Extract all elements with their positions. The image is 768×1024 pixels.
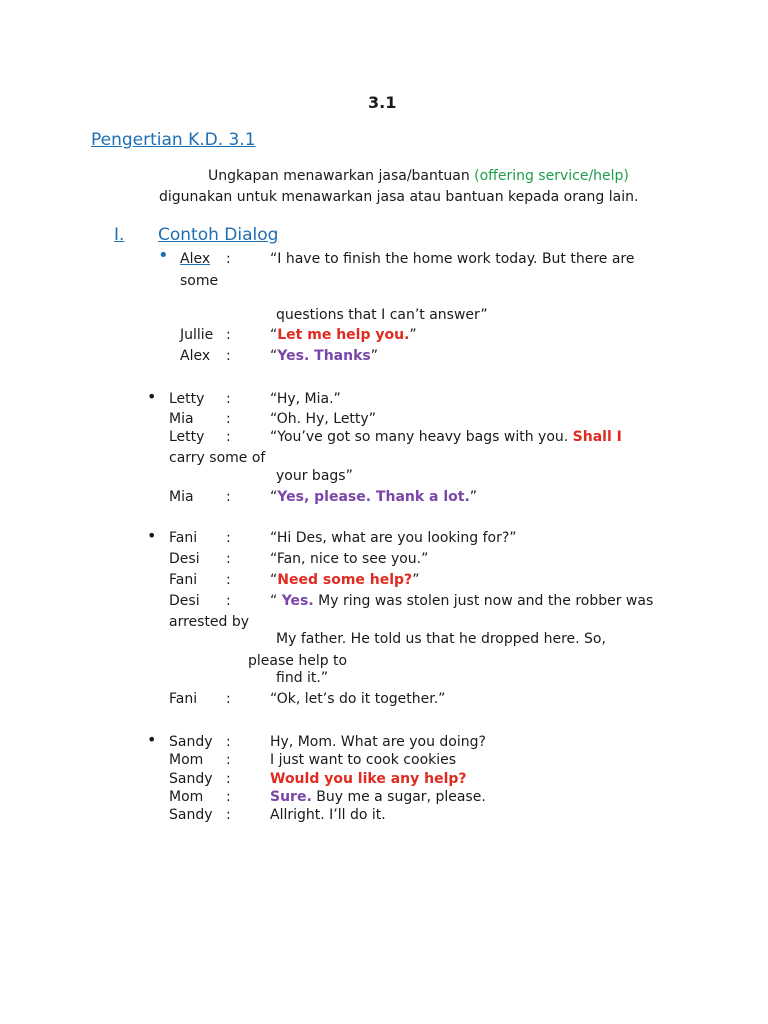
- offer-expression: Shall I: [572, 429, 622, 445]
- speaker-name: Sandy: [169, 771, 213, 787]
- dialog-text: “Oh. Hy, Letty”: [270, 411, 376, 427]
- quote-open: “: [270, 572, 278, 588]
- speaker-name: Jullie: [180, 327, 214, 343]
- dialog-text: I just want to cook cookies: [270, 752, 457, 768]
- dialog-line: [270, 488, 477, 506]
- colon: :: [226, 327, 231, 343]
- intro-line-1: [208, 167, 629, 185]
- colon: :: [226, 530, 231, 546]
- speaker-name: Fani: [169, 530, 198, 546]
- quote-open: “: [270, 348, 278, 364]
- dialog-text: “You’ve got so many heavy bags with you.: [270, 429, 573, 445]
- offer-expression: Let me help you.: [277, 327, 410, 343]
- dialog-line: [270, 428, 622, 446]
- colon: :: [226, 251, 231, 267]
- dialog-text-cont: My father. He told us that he dropped here. So,: [276, 631, 606, 647]
- dialog-line: [270, 592, 653, 610]
- colon: :: [226, 789, 231, 805]
- speaker-name: Fani: [169, 691, 198, 707]
- bullet-icon: •: [158, 245, 169, 266]
- dialog-text: My ring was stolen just now and the robber was: [313, 593, 654, 609]
- colon: :: [226, 734, 231, 750]
- response-expression: Yes, please. Thank a lot.: [277, 489, 470, 505]
- colon: :: [226, 752, 231, 768]
- dialog-text: “Hy, Mia.”: [270, 391, 341, 407]
- quote-close: ”: [370, 348, 378, 364]
- dialog-text: “I have to finish the home work today. But there are: [270, 251, 635, 267]
- dialog-text: “Fan, nice to see you.”: [270, 551, 429, 567]
- speaker-name: Alex: [180, 251, 211, 267]
- dialog-line: [270, 326, 417, 344]
- response-expression: Yes.: [281, 593, 314, 609]
- intro-line-2: digunakan untuk menawarkan jasa atau bantuan kepada orang lain.: [159, 189, 639, 205]
- dialog-text: “Ok, let’s do it together.”: [270, 691, 446, 707]
- colon: :: [226, 593, 231, 609]
- quote-open: “: [270, 593, 282, 609]
- subheading-number: I.: [114, 225, 125, 245]
- intro-highlight: (offering service/help): [474, 168, 629, 184]
- colon: :: [226, 572, 231, 588]
- colon: :: [226, 551, 231, 567]
- dialog-text-cont: questions that I can’t answer”: [276, 307, 488, 323]
- colon: :: [226, 411, 231, 427]
- quote-open: “: [270, 327, 278, 343]
- offer-expression: Would you like any help?: [270, 771, 467, 787]
- intro-text: Ungkapan menawarkan jasa/bantuan: [208, 168, 475, 184]
- section-heading: Pengertian K.D. 3.1: [91, 130, 256, 150]
- dialog-text-wrap: arrested by: [169, 614, 250, 630]
- colon: :: [226, 489, 231, 505]
- speaker-name: Sandy: [169, 807, 213, 823]
- speaker-name: Letty: [169, 429, 205, 445]
- colon: :: [226, 391, 231, 407]
- quote-open: “: [270, 489, 278, 505]
- dialog-text-wrap: some: [180, 273, 219, 289]
- speaker-name: Letty: [169, 391, 205, 407]
- dialog-line: [270, 788, 486, 806]
- page-title: 3.1: [368, 93, 397, 112]
- dialog-text: Hy, Mom. What are you doing?: [270, 734, 486, 750]
- speaker-name: Mom: [169, 789, 204, 805]
- quote-close: ”: [412, 572, 420, 588]
- response-expression: Sure.: [270, 789, 312, 805]
- speaker-name: Sandy: [169, 734, 213, 750]
- quote-close: ”: [469, 489, 478, 505]
- colon: :: [226, 429, 231, 445]
- speaker-name: Mom: [169, 752, 204, 768]
- speaker-name: Desi: [169, 551, 200, 567]
- bullet-icon: •: [147, 526, 157, 545]
- dialog-text-cont: your bags”: [276, 468, 353, 484]
- colon: :: [226, 807, 231, 823]
- subheading-label: Contoh Dialog: [158, 225, 279, 245]
- dialog-line: [270, 347, 378, 365]
- speaker-name: Fani: [169, 572, 198, 588]
- bullet-icon: •: [147, 387, 157, 406]
- colon: :: [226, 771, 231, 787]
- speaker-name: Desi: [169, 593, 200, 609]
- dialog-text-cont: please help to: [248, 653, 348, 669]
- dialog-text: Buy me a sugar, please.: [311, 789, 486, 805]
- dialog-line: [270, 571, 419, 589]
- response-expression: Yes. Thanks: [277, 348, 371, 364]
- bullet-icon: •: [147, 730, 157, 749]
- dialog-text-cont: find it.”: [276, 670, 329, 686]
- speaker-name: Alex: [180, 348, 211, 364]
- dialog-text: “Hi Des, what are you looking for?”: [270, 530, 517, 546]
- colon: :: [226, 348, 231, 364]
- speaker-name: Mia: [169, 489, 194, 505]
- speaker-name: Mia: [169, 411, 194, 427]
- dialog-text-wrap: carry some of: [169, 450, 266, 466]
- quote-close: ”: [409, 327, 417, 343]
- offer-expression: Need some help?: [277, 572, 413, 588]
- dialog-text: Allright. I’ll do it.: [270, 807, 386, 823]
- colon: :: [226, 691, 231, 707]
